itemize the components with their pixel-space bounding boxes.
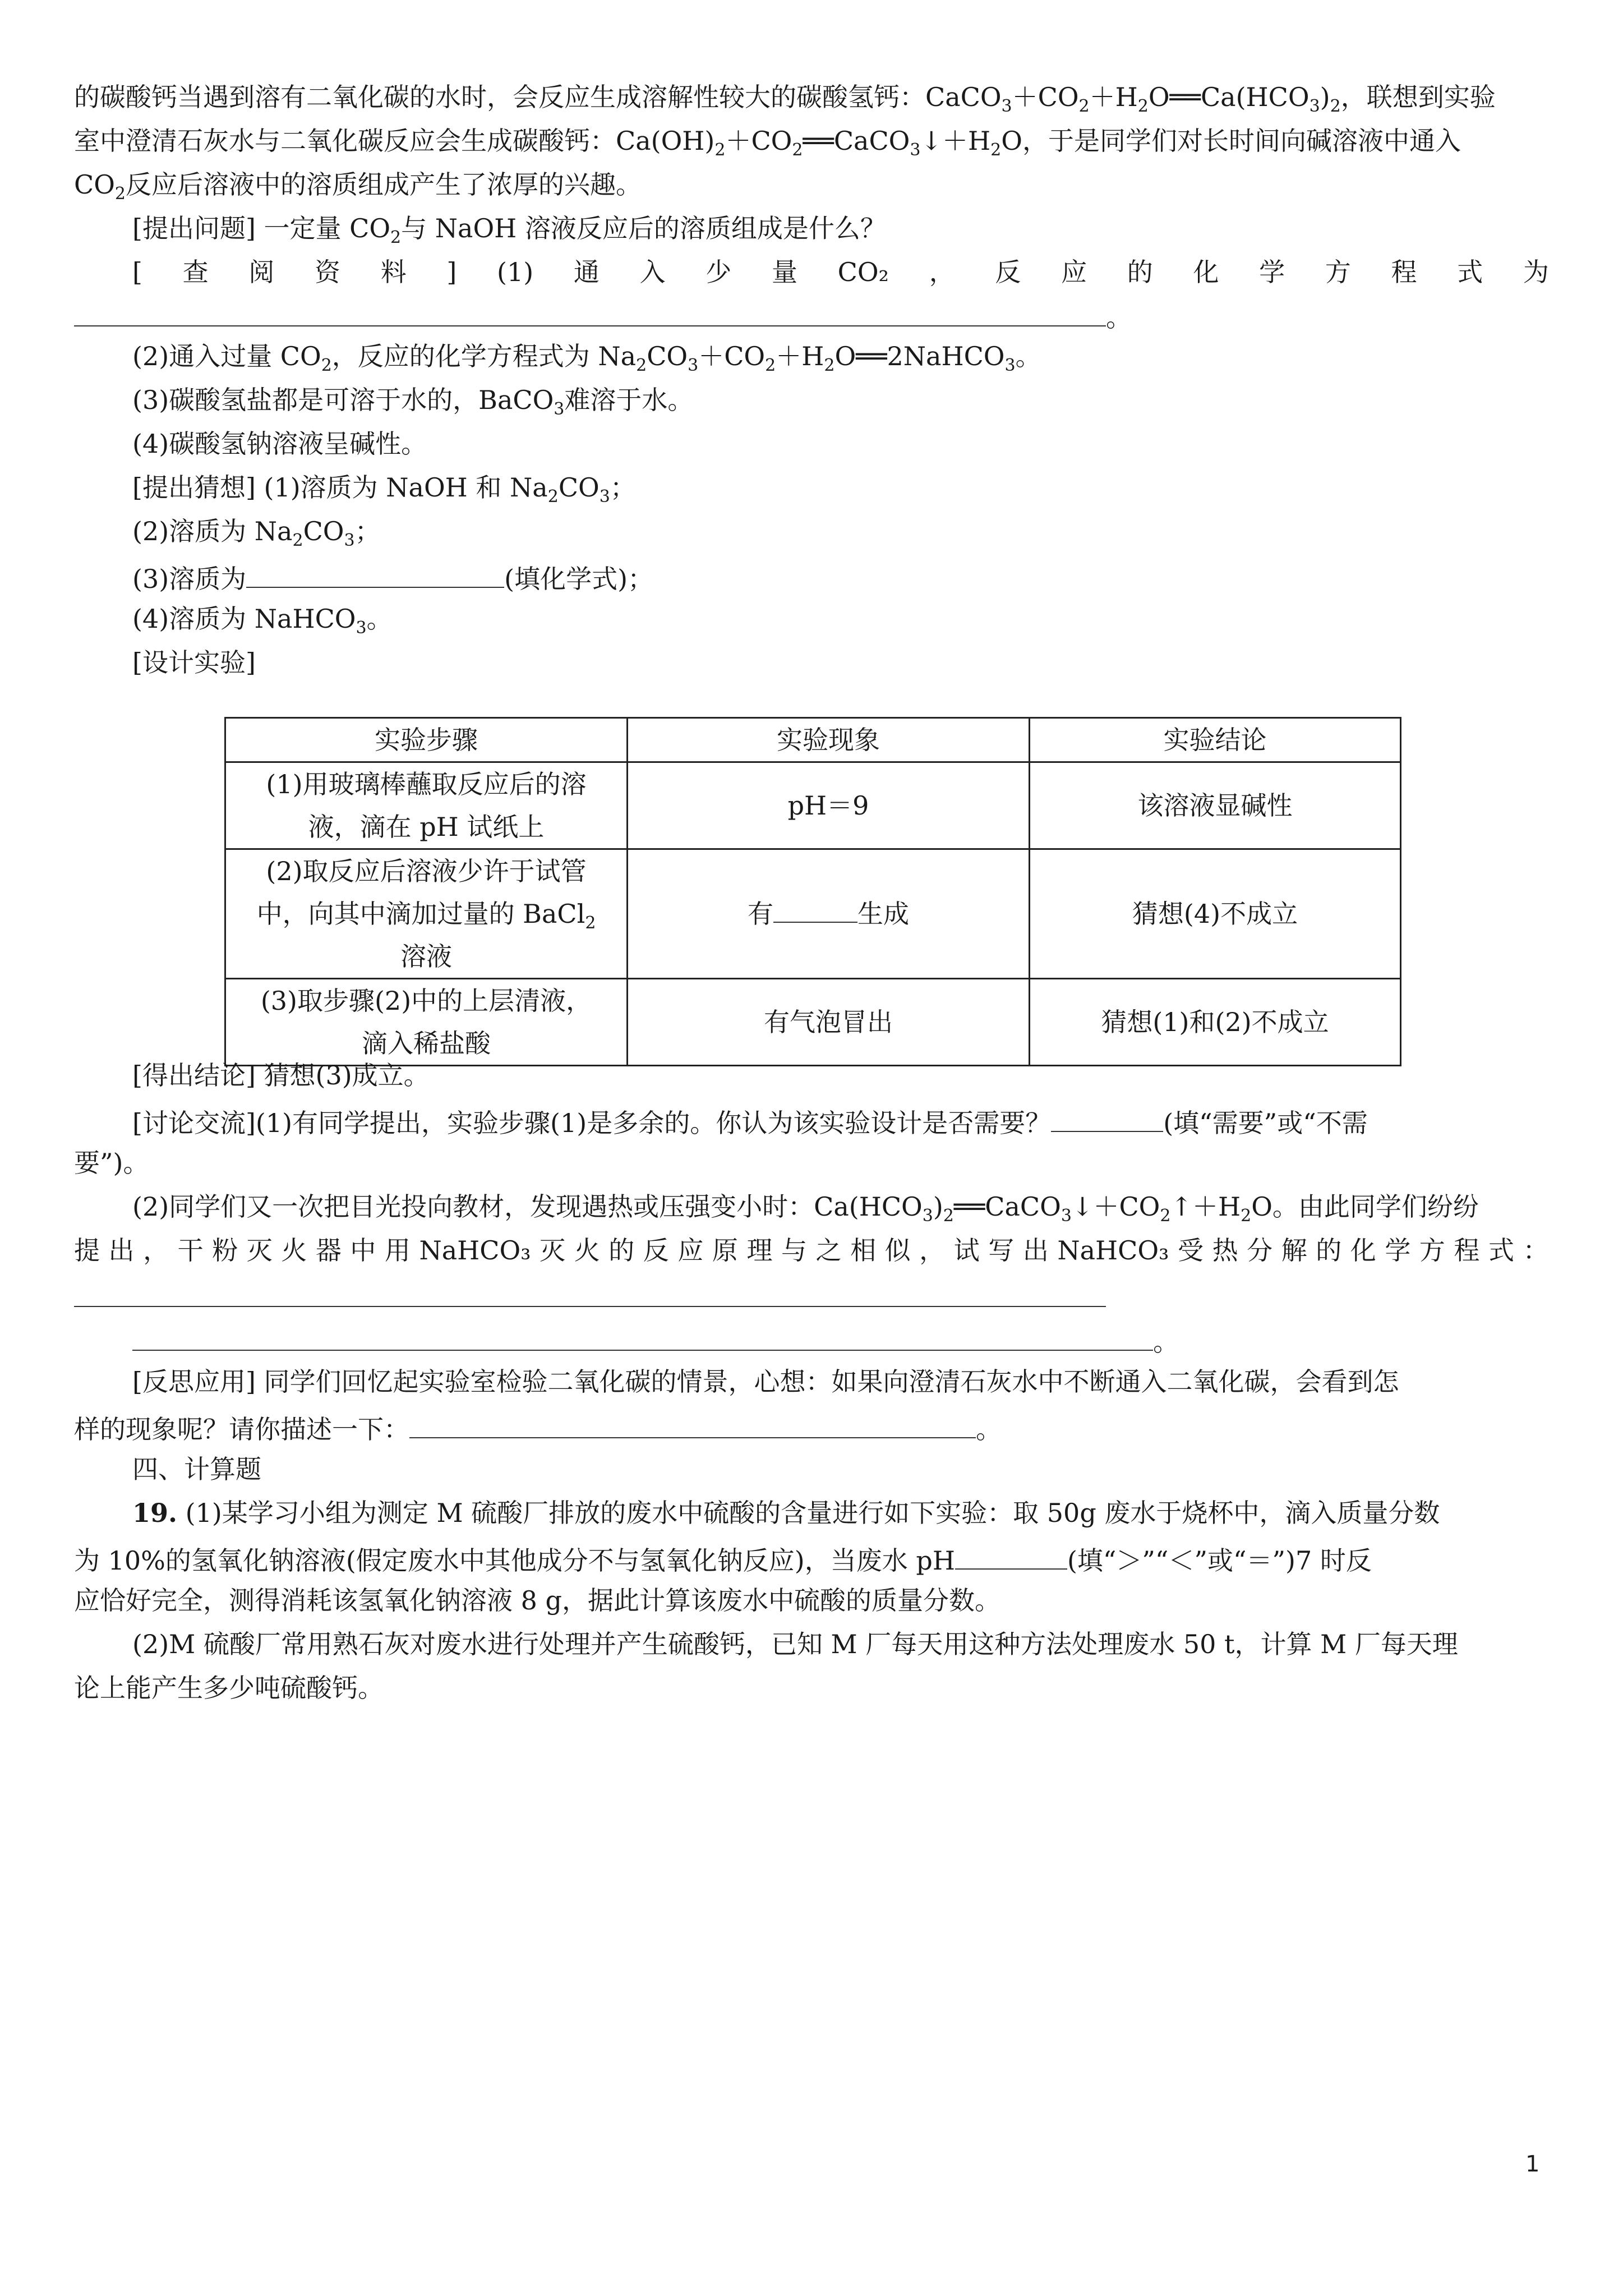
q19-line-2: 为 10%的氢氧化钠溶液(假定废水中其他成分不与氢氧化钠反应)，当废水 pH (填“＞”“＜”或“＝”)7 时反 — [74, 1544, 1372, 1573]
question-number: 19. — [132, 1498, 178, 1528]
design-heading: [设计实验] — [132, 647, 256, 678]
table-cell: 该溶液显碱性 — [1030, 762, 1401, 849]
discussion-blank-line-2: 。 — [132, 1325, 1179, 1355]
page-number: 1 — [1525, 2151, 1540, 2177]
intro-line-2: 室中澄清石灰水与二氧化碳反应会生成碳酸钙：$Ca(OH)_2+CO_2══CaCO_3↓+H_2O$，于是同学们对长时间向碱溶液中通入 — [74, 126, 1461, 160]
question-line: [提出问题] 一定量 $CO_2$与 NaOH 溶液反应后的溶质组成是什么？ — [132, 213, 886, 247]
answer-blank-5[interactable] — [74, 1281, 1106, 1307]
discussion-line-1: [讨论交流](1)有同学提出，实验步骤(1)是多余的。你认为该实验设计是否需要？ (填“需要”或“不需 — [132, 1106, 1368, 1136]
section-heading: 四、计算题 — [132, 1454, 261, 1484]
table-cell: (2)取反应后溶液少许于试管 中，向其中滴加过量的 BaCl$_2$ 溶液 — [225, 849, 628, 979]
q19-line-3: 应恰好完全，测得消耗该氢氧化钠溶液 8 g，据此计算该废水中硫酸的质量分数。 — [74, 1585, 1000, 1616]
hypothesis-1: [提出猜想] (1)溶质为 NaOH 和 $Na_2CO_3$； — [132, 472, 636, 507]
table-cell: (1)用玻璃棒蘸取反应后的溶 液，滴在 pH 试纸上 — [225, 762, 628, 849]
table-cell: pH＝9 — [628, 762, 1030, 849]
hypothesis-4: (4)溶质为 NaHCO$_3$。 — [132, 604, 393, 638]
answer-blank-7[interactable] — [409, 1412, 976, 1438]
answer-blank-8[interactable] — [955, 1544, 1067, 1570]
answer-blank-3[interactable] — [773, 897, 857, 923]
answer-blank-1[interactable] — [74, 301, 1106, 326]
reference-line-4: (4)碳酸氢钠溶液呈碱性。 — [132, 429, 427, 459]
q19-line-1: 19. (1)某学习小组为测定 M 硫酸厂排放的废水中硫酸的含量进行如下实验：取 50g 废水于烧杯中，滴入质量分数 — [132, 1498, 1440, 1528]
table-row — [225, 849, 1401, 979]
table-row — [225, 979, 1401, 1066]
answer-blank-4[interactable] — [1051, 1106, 1163, 1132]
q19-line-4: (2)M 硫酸厂常用熟石灰对废水进行处理并产生硫酸钙，已知 M 厂每天用这种方法处理废水 50 t，计算 M 厂每天理 — [132, 1629, 1458, 1659]
table-cell: 猜想(1)和(2)不成立 — [1030, 979, 1401, 1066]
reflection-line-1: [反思应用] 同学们回忆起实验室检验二氧化碳的情景，心想：如果向澄清石灰水中不断通入二氧化碳，会看到怎 — [132, 1366, 1399, 1397]
conclusion-line: [得出结论] 猜想(3)成立。 — [132, 1060, 430, 1091]
answer-blank-6[interactable] — [132, 1325, 1153, 1351]
table-header: 实验现象 — [628, 718, 1030, 762]
table-row — [225, 762, 1401, 849]
experiment-table — [224, 717, 1401, 1066]
table-header: 实验结论 — [1030, 718, 1401, 762]
hypothesis-3: (3)溶质为 (填化学式)； — [132, 562, 653, 592]
reference-line-1: [ 查 阅 资 料 ] (1) 通 入 少 量 CO₂ ， 反 应 的 化 学 方 程 式 为 — [132, 257, 1549, 287]
reference-line-2: (2)通入过量 $CO_2$，反应的化学方程式为 $Na_2CO_3+CO_2+H_2O══2NaHCO_3$。 — [132, 341, 1041, 375]
discussion-line-2: 要”)。 — [74, 1148, 149, 1178]
discussion-line-3: (2)同学们又一次把目光投向教材，发现遇热或压强变小时：$Ca(HCO_3)_2══CaCO_3↓+CO_2↑+H_2O$。由此同学们纷纷 — [132, 1191, 1479, 1226]
q19-line-5: 论上能产生多少吨硫酸钙。 — [74, 1673, 384, 1703]
table-cell: 有气泡冒出 — [628, 979, 1030, 1066]
intro-line-1: 的碳酸钙当遇到溶有二氧化碳的水时，会反应生成溶解性较大的碳酸氢钙：$CaCO_3+CO_2+H_2O══Ca(HCO_3)_2$，联想到实验 — [74, 82, 1496, 116]
table-header-row — [225, 718, 1401, 762]
discussion-blank-line-1 — [74, 1281, 1106, 1311]
table-header: 实验步骤 — [225, 718, 628, 762]
reflection-line-2: 样的现象呢？请你描述一下： 。 — [74, 1412, 1002, 1442]
discussion-line-4: 提 出 ， 干 粉 灭 火 器 中 用 NaHCO₃ 灭 火 的 反 应 原 理 与 之 相 似 ， 试 写 出 NaHCO₃ 受 热 分 解 的 化 学 方 程 式 ： — [74, 1235, 1549, 1266]
table-cell: (3)取步骤(2)中的上层清液， 滴入稀盐酸 — [225, 979, 628, 1066]
intro-line-3: $CO_2$反应后溶液中的溶质组成产生了浓厚的兴趣。 — [74, 169, 642, 204]
table-cell: 有 生成 — [628, 849, 1030, 979]
answer-blank-2[interactable] — [246, 562, 504, 588]
reference-answer-line: 。 — [74, 301, 1132, 330]
hypothesis-2: (2)溶质为 $Na_2CO_3$； — [132, 516, 381, 550]
table-cell: 猜想(4)不成立 — [1030, 849, 1401, 979]
reference-line-3: (3)碳酸氢盐都是可溶于水的，BaCO$_3$难溶于水。 — [132, 385, 694, 419]
